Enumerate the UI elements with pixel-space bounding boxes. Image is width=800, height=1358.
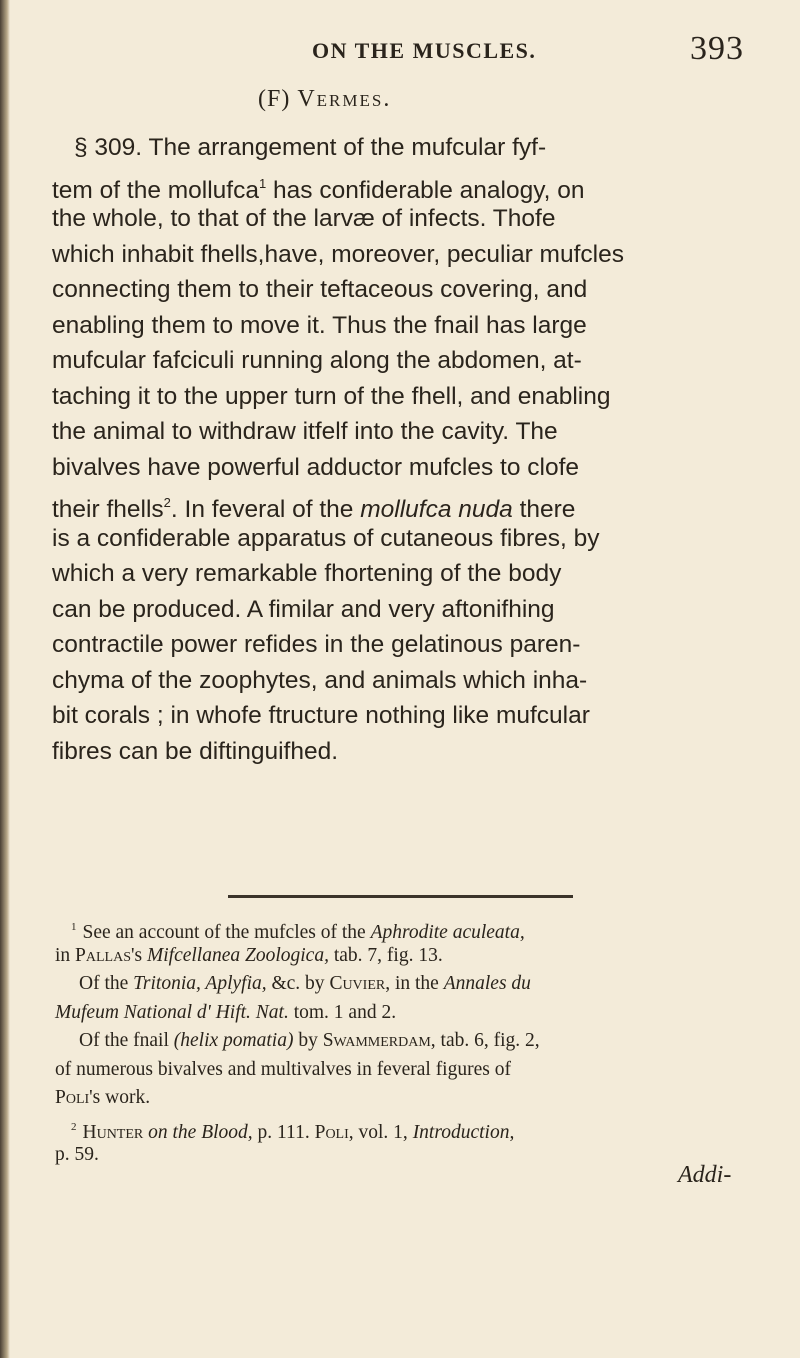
footnotes [55,913,745,1170]
text-line: their fhells$^2$. In feveral of the mollufca nuda there [52,495,576,523]
section-name: Vermes. [297,86,392,112]
text-line: which inhabit fhells,have, moreover, peculiar mufcles [52,240,624,268]
body-paragraph [52,130,752,769]
text-line: enabling them to move it. Thus the fnail has large [52,311,587,339]
footnote-line: p. 59. [55,1144,99,1165]
footnote-line: Of the fnail (helix pomatia) by Swammerdam, tab. 6, fig. 2, [79,1030,540,1051]
page-gutter-shadow [0,0,10,1358]
text-line: contractile power refides in the gelatinous paren- [52,631,581,658]
footnote-2: $^2$ Hunter on the Blood, p. 111. Poli, vol. 1, Introduction, [71,1120,515,1143]
text-line: which a very remarkable fhortening of the body [52,560,562,587]
text-line: tem of the mollufca$^1$ has confiderable analogy, on [52,175,585,204]
text-line: connecting them to their teftaceous covering, and [52,276,588,303]
text-line: § 309. The arrangement of the mufcular fyf- [74,134,547,161]
footnote-line: Poli's work. [55,1087,151,1108]
footnote-ref: 2 [163,495,171,510]
footnote-line: in Pallas's Mifcellanea Zoologica, tab. 7, fig. 13. [55,944,443,966]
text-line: taching it to the upper turn of the fhell, and enabling [52,382,611,410]
page-number: 393 [690,30,744,67]
footnote-line: of numerous bivalves and multivalves in feveral figures of [55,1058,511,1080]
text-line: chyma of the zoophytes, and animals which inha- [52,666,588,694]
section-heading [258,86,391,113]
text-line: bivalves have powerful adductor mufcles to clofe [52,453,580,481]
text-line: bit corals ; in whofe ftructure nothing like mufcular [52,702,590,729]
catchword: Addi- [678,1162,732,1188]
footnote-ref: 1 [258,175,267,191]
text-line: is a confiderable apparatus of cutaneous fibres, by [52,524,600,552]
text-line: can be produced. A fimilar and very aftonifhing [52,595,555,623]
text-line: the whole, to that of the larvæ of infects. Thofe [52,205,556,232]
footnote-line: Of the Tritonia, Aplyfia, &c. by Cuvier, in the Annales du [79,973,531,994]
section-letter: (F) [258,86,291,112]
running-head: ON THE MUSCLES. [312,38,537,63]
footnote-divider [228,895,573,898]
text-line: mufcular fafciculi running along the abdomen, at- [52,347,582,374]
footnote-1: $^1$ See an account of the mufcles of the Aphrodite aculeata, [71,921,525,943]
footnote-line: Mufeum National d' Hift. Nat. tom. 1 and 2. [55,1001,397,1023]
text-line: fibres can be diftinguifhed. [52,737,339,765]
text-line: the animal to withdraw itfelf into the cavity. The [52,418,558,445]
